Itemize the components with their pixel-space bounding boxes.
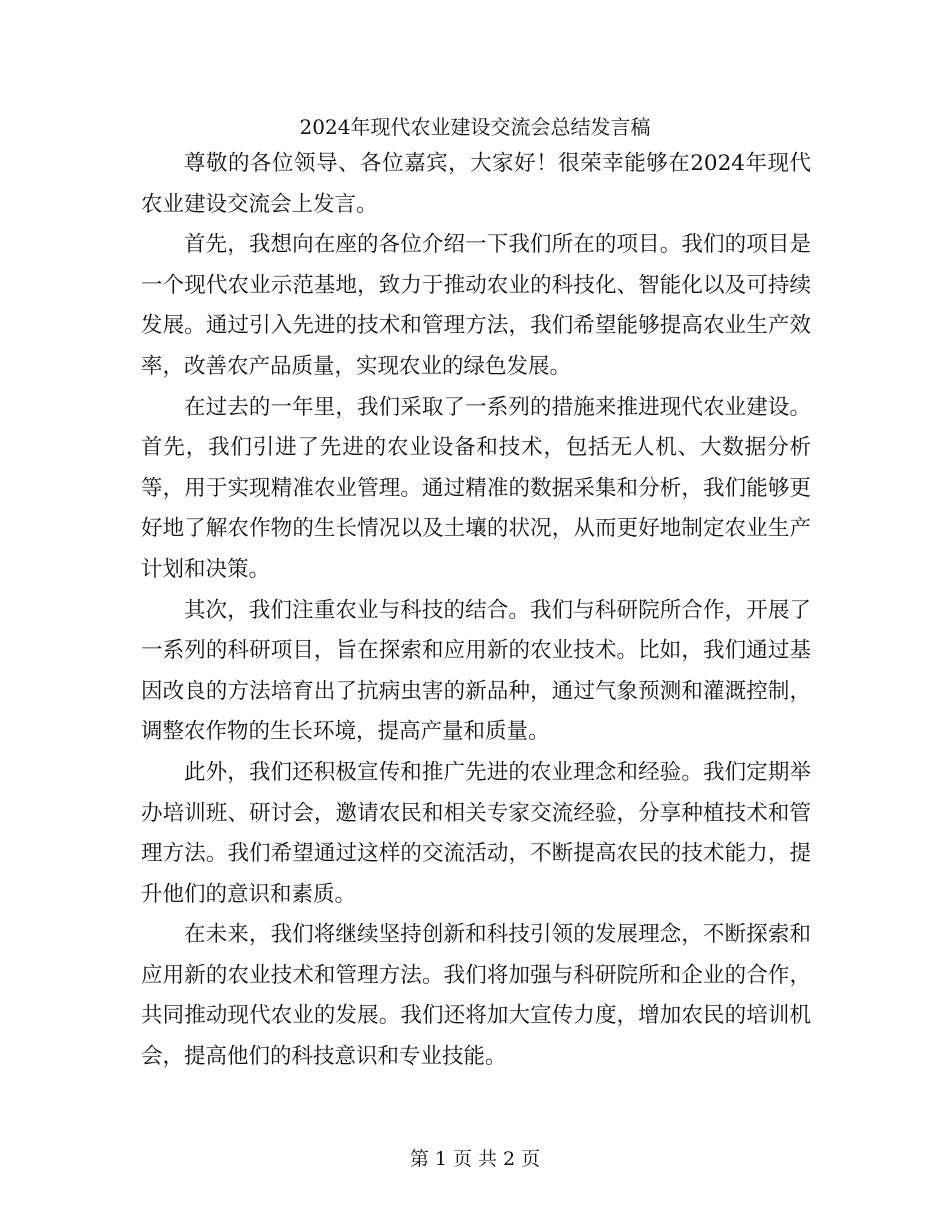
paragraph-greeting: 尊敬的各位领导、各位嘉宾，大家好！很荣幸能够在2024年现代农业建设交流会上发言。 <box>141 151 811 217</box>
paragraph-science-cooperation: 其次，我们注重农业与科技的结合。我们与科研院所合作，开展了一系列的科研项目，旨在探索和应用新的农业技术。比如，我们通过基因改良的方法培育出了抗病虫害的新品种，通过气象预测和灌溉控制，调整农作物的生长环境，提高产量和质量。 <box>141 597 811 745</box>
paragraph-past-year-measures: 在过去的一年里，我们采取了一系列的措施来推进现代农业建设。首先，我们引进了先进的农业设备和技术，包括无人机、大数据分析等，用于实现精准农业管理。通过精准的数据采集和分析，我们能够更好地了解农作物的生长情况以及土壤的状况，从而更好地制定农业生产计划和决策。 <box>141 394 811 582</box>
paragraph-promotion-training: 此外，我们还积极宣传和推广先进的农业理念和经验。我们定期举办培训班、研讨会，邀请农民和相关专家交流经验，分享种植技术和管理方法。我们希望通过这样的交流活动，不断提高农民的技术能力，提升他们的意识和素质。 <box>141 759 811 907</box>
page-number-footer: 第 1 页 共 2 页 <box>409 1148 541 1170</box>
document-body <box>141 144 811 1078</box>
document-title: 2024年现代农业建设交流会总结发言稿 <box>299 115 651 139</box>
paragraph-project-intro: 首先，我想向在座的各位介绍一下我们所在的项目。我们的项目是一个现代农业示范基地，致力于推动农业的科技化、智能化以及可持续发展。通过引入先进的技术和管理方法，我们希望能够提高农业生产效率，改善农产品质量，实现农业的绿色发展。 <box>141 232 811 379</box>
paragraph-future-plans: 在未来，我们将继续坚持创新和科技引领的发展理念，不断探索和应用新的农业技术和管理方法。我们将加强与科研院所和企业的合作，共同推动现代农业的发展。我们还将加大宣传力度，增加农民的培训机会，提高他们的科技意识和专业技能。 <box>141 922 811 1070</box>
